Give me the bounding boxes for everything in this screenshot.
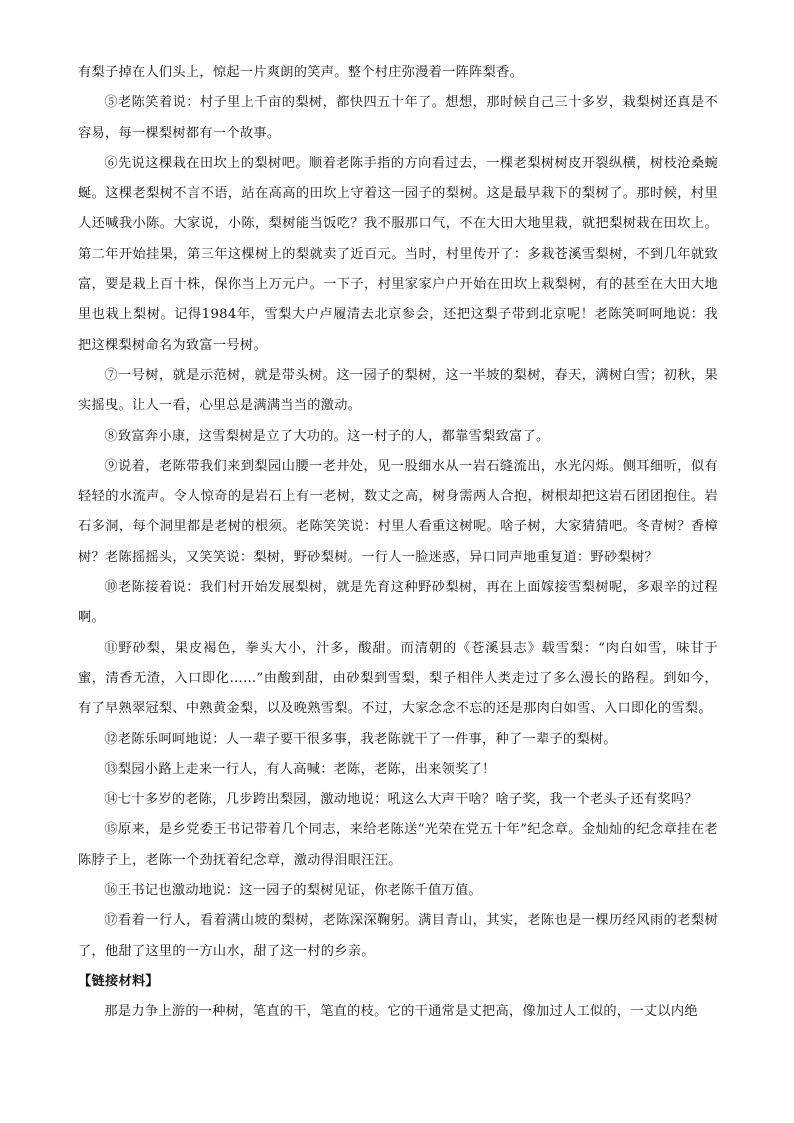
paragraph-9: ⑨说着，老陈带我们来到梨园山腰一老井处，见一股细水从一岩石缝流出，水光闪烁。侧耳细听，似有轻轻的水流声。令人惊奇的是岩石上有一老树，数丈之高，树身需两人合抱，树根却把这岩石团团抱住。岩石多洞，每个洞里都是老树的根须。老陈笑笑说：村里人看重这树呢。啥子树，大家猜猜吧。冬青树？香樟树？老陈摇摇头，又笑笑说：梨树，野砂梨树。一行人一脸迷惑，异口同声地重复道：野砂梨树？ [78,458,718,565]
paragraph-15: ⑮原来，是乡党委王书记带着几个同志，来给老陈送“光荣在党五十年”纪念章。金灿灿的纪念章挂在老陈脖子上，老陈一个劲抚着纪念章，激动得泪眼汪汪。 [78,822,718,868]
paragraph-17: ⑰看着一行人，看着满山坡的梨树，老陈深深鞠躬。满目青山，其实，老陈也是一棵历经风雨的老梨树了，他甜了这里的一方山水，甜了这一村的乡亲。 [78,913,718,959]
paragraph-16: ⑯王书记也激动地说：这一园子的梨树见证，你老陈千值万值。 [104,883,483,899]
paragraph-8: ⑧致富奔小康，这雪梨树是立了大功的。这一村子的人，都靠雪梨致富了。 [104,428,550,444]
link-material-paragraph: 那是力争上游的一种树，笔直的干，笔直的枝。它的干通常是丈把高，像加过人工似的，一丈以内绝 [104,1004,698,1020]
paragraph-5: ⑤老陈笑着说：村子里上千亩的梨树，都快四五十年了。想想，那时候自己三十多岁，栽梨树还真是不容易，每一棵梨树都有一个故事。 [78,95,718,141]
paragraph-6: ⑥先说这棵栽在田坎上的梨树吧。顺着老陈手指的方向看过去，一棵老梨树树皮开裂纵横，树枝沧桑蜿蜒。这棵老梨树不言不语，站在高高的田坎上守着这一园子的梨树。这是最早栽下的梨树了。那时候，村里人还喊我小陈。大家说，小陈，梨树能当饭吃？我不服那口气，不在大田大地里栽，就把梨树栽在田坎上。第二年开始挂果，第三年这棵树上的梨就卖了近百元。当时，村里传开了：多栽苍溪雪梨树，不到几年就致富，要是栽上百十株，保你当上万元户。一下子，村里家家户户开始在田坎上栽梨树，有的甚至在大田大地里也栽上梨树。记得1984年，雪梨大户卢履清去北京参会，还把这梨子带到北京呢！老陈笑呵呵地说：我把这棵梨树命名为致富一号树。 [78,155,718,353]
paragraph-13: ⑬梨园小路上走来一行人，有人高喊：老陈，老陈，出来领奖了！ [104,761,496,777]
link-material-heading: 【链接材料】 [78,973,159,989]
document-body [78,58,718,1028]
paragraph-7: ⑦一号树，就是示范树，就是带头树。这一园子的梨树，这一半坡的梨树，春天，满树白雪；初秋，果实摇曳。让人一看，心里总是满满当当的激动。 [78,367,718,414]
paragraph-11: ⑪野砂梨，果皮褐色，拳头大小，汁多，酸甜。而清朝的《苍溪县志》载雪梨：“肉白如雪，味甘于蜜，清香无渣，入口即化……”由酸到甜，由砂梨到雪梨，梨子相伴人类走过了多么漫长的路程。到如今，有了早熟翠冠梨、中熟黄金梨，以及晚熟雪梨。不过，大家念念不忘的还是那肉白如雪、入口即化的雪梨。 [78,640,718,717]
paragraph-continuation: 有梨子掉在人们头上，惊起一片爽朗的笑声。整个村庄弥漫着一阵阵梨香。 [78,65,524,80]
paragraph-12: ⑫老陈乐呵呵地说：人一辈子要干很多事，我老陈就干了一件事，种了一辈子的梨树。 [104,731,617,747]
paragraph-14: ⑭七十多岁的老陈，几步跨出梨园，激动地说：吼这么大声干啥？啥子奖，我一个老头子还有奖吗？ [104,792,698,808]
paragraph-10: ⑩老陈接着说：我们村开始发展梨树，就是先育这种野砂梨树，再在上面嫁接雪梨树呢，多艰辛的过程啊。 [78,580,718,626]
